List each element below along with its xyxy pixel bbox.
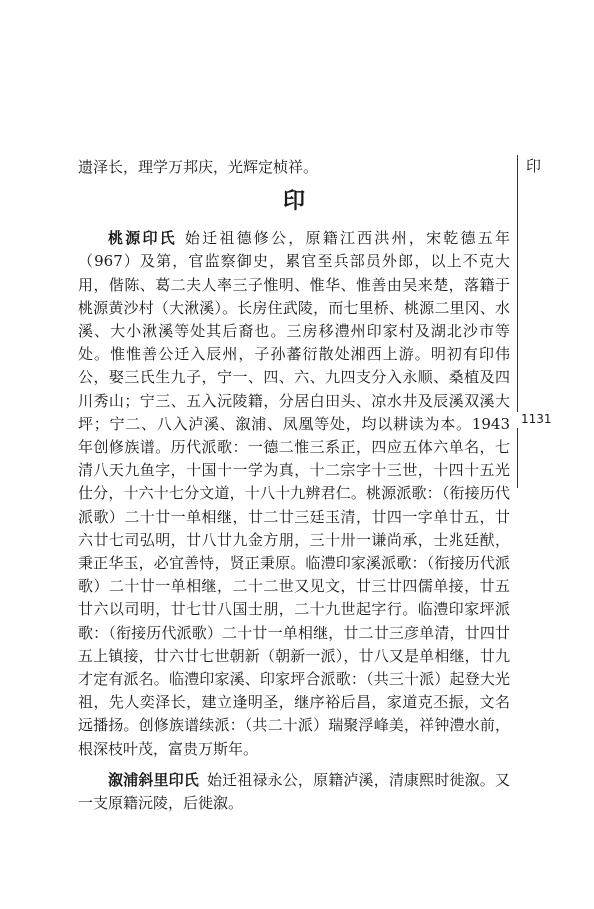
text-column — [78, 156, 510, 815]
margin-rule-bottom — [517, 428, 518, 488]
margin-section-char: 印 — [526, 157, 542, 175]
entry-text-taoyuan: 始迁祖德修公，原籍江西洪州，宋乾德五年（967）及第，官监察御史，累官至兵部员外郎，以上不克大用，偕陈、葛二夫人率三子惟明、惟华、惟善由吴来楚，落籍于桃源黄沙村（大湫溪）。长房住武陵，而七里桥、桃源二里冈、水溪、大小湫溪等处其后裔也。三房移澧州印家村及湖北沙市等处。惟惟善公迁入辰州，子孙蕃衍散处湘西上游。明初有印伟公，娶三氏生九子，宁一、四、六、九四支分入永顺、桑植及四川秀山；宁三、五入沅陵籍，分居白田头、凉水井及辰溪双溪大坪；宁二、八入泸溪、溆浦、凤凰等处，均以耕读为本。1943 年创修族谱。历代派歌：一德二惟三系正，四应五体六单名，七清八天九鱼字，十国十一学为真，十二宗字十三世，十四十五光仕分，十六十七分文道，十八十九辨君仁。桃源派歌：（衔接历代派歌）二十廿一单相继，廿二廿三廷玉清，廿四一字单廿五，廿六廿七司弘明，廿八廿九金方朋，三十卅一谦尚承，士兆廷猷，秉正华玉，必宜善恃，贤正秉原。临澧印家溪派歌：（衔接历代派歌）二十廿一单相继，二十二世又见文，廿三廿四儒单接，廿五廿六以司明，廿七廿八国士朋，二十九世起字行。临澧印家坪派歌：（衔接历代派歌）二十廿一单相继，廿二廿三彦单清，廿四廿五上镇接，廿六廿七世朝新（朝新一派），廿八又是单相继，廿九才定有派名。临澧印家溪、印家坪合派歌：（共三十派）起登大光祖，先人奕泽长，建立逢明圣，继序裕后昌，家道克丕振，文名远播扬。创修族谱续派：（共二十派）瑞聚浮峰美，祥钟澧水前，根深枝叶茂，富贵万斯年。 — [78, 229, 510, 758]
margin-rule-top — [517, 155, 518, 412]
paragraph-gap — [78, 761, 510, 769]
entry-text-xupu: 始迁祖禄永公，原籍泸溪，清康熙时徙溆。又一支原籍沅陵，后徙溆。 — [78, 770, 510, 813]
continued-line: 遗泽长，理学万邦庆，光辉定桢祥。 — [78, 158, 319, 176]
entry-title-taoyuan: 桃源印氏 — [108, 229, 177, 248]
entry-title-xupu: 溆浦斜里印氏 — [108, 770, 199, 789]
page-number: 1131 — [521, 412, 552, 426]
entry-xupu — [78, 769, 510, 815]
section-heading: 印 — [282, 189, 305, 215]
entry-taoyuan — [78, 227, 510, 761]
